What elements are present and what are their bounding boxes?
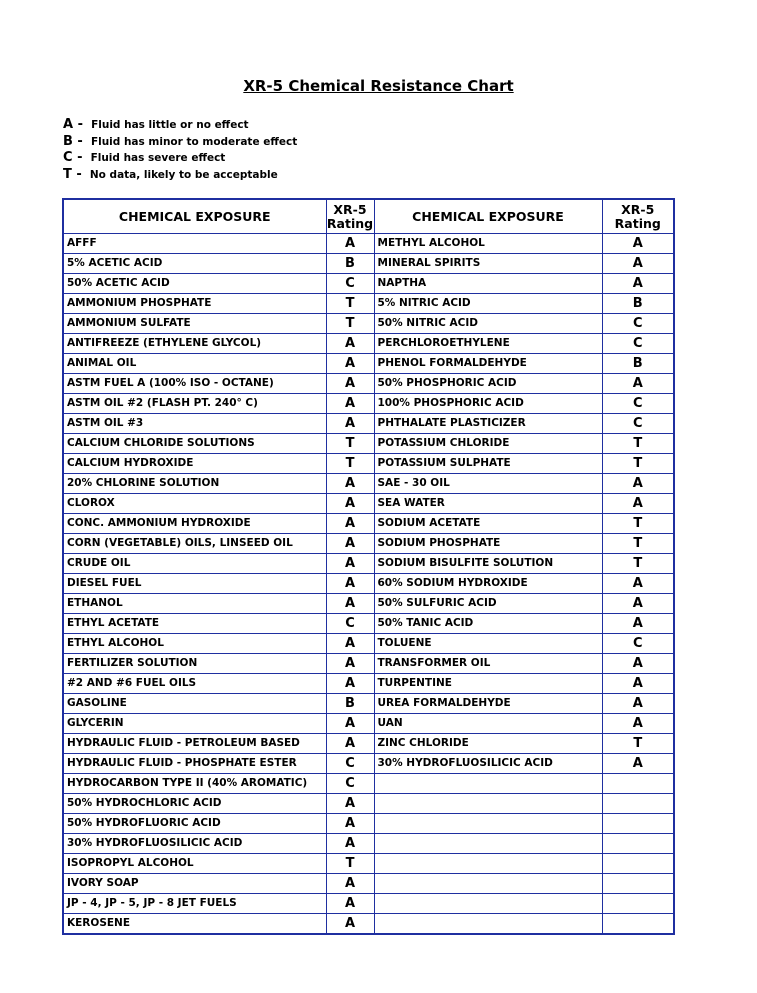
rating-cell xyxy=(602,914,674,935)
rating-cell: A xyxy=(602,494,674,514)
chemical-name-cell: HYDROCARBON TYPE II (40% AROMATIC) xyxy=(63,774,326,794)
legend-key: A - xyxy=(63,117,83,132)
rating-cell: A xyxy=(602,374,674,394)
rating-cell: T xyxy=(602,554,674,574)
rating-cell: A xyxy=(602,714,674,734)
rating-cell: C xyxy=(326,614,374,634)
table-row xyxy=(63,414,674,434)
chemical-name-cell: SODIUM BISULFITE SOLUTION xyxy=(374,554,602,574)
rating-cell: A xyxy=(326,874,374,894)
header-rating-line2: Rating xyxy=(326,215,374,231)
chemical-name-cell: ETHYL ALCOHOL xyxy=(63,634,326,654)
rating-cell xyxy=(602,814,674,834)
table-row xyxy=(63,554,674,574)
chemical-name-cell: 100% PHOSPHORIC ACID xyxy=(374,394,602,414)
rating-cell: B xyxy=(602,354,674,374)
rating-cell: T xyxy=(602,534,674,554)
chemical-name-cell: ANIMAL OIL xyxy=(63,354,326,374)
rating-cell: C xyxy=(602,414,674,434)
rating-cell: A xyxy=(326,534,374,554)
rating-cell: A xyxy=(326,714,374,734)
chemical-name-cell: ISOPROPYL ALCOHOL xyxy=(63,854,326,874)
chemical-name-cell xyxy=(374,794,602,814)
table-row xyxy=(63,714,674,734)
chemical-name-cell: ASTM OIL #3 xyxy=(63,414,326,434)
chemical-name-cell: SEA WATER xyxy=(374,494,602,514)
legend-item xyxy=(63,148,297,165)
rating-cell: A xyxy=(326,554,374,574)
chemical-name-cell: FERTILIZER SOLUTION xyxy=(63,654,326,674)
rating-cell: T xyxy=(602,454,674,474)
table-row xyxy=(63,514,674,534)
rating-cell: A xyxy=(326,654,374,674)
chemical-name-cell: 50% HYDROCHLORIC ACID xyxy=(63,794,326,814)
rating-cell: C xyxy=(326,754,374,774)
chemical-name-cell: ZINC CHLORIDE xyxy=(374,734,602,754)
rating-cell: A xyxy=(602,694,674,714)
page-title: XR-5 Chemical Resistance Chart xyxy=(243,77,514,95)
rating-cell: A xyxy=(602,654,674,674)
table-row xyxy=(63,574,674,594)
chemical-name-cell xyxy=(374,874,602,894)
table-row xyxy=(63,774,674,794)
rating-cell: A xyxy=(326,914,374,935)
chemical-name-cell: PHENOL FORMALDEHYDE xyxy=(374,354,602,374)
table-header-row xyxy=(63,199,674,234)
table-row xyxy=(63,314,674,334)
chemical-name-cell: ANTIFREEZE (ETHYLENE GLYCOL) xyxy=(63,334,326,354)
chemical-name-cell: AFFF xyxy=(63,234,326,254)
rating-cell: C xyxy=(326,774,374,794)
table-row xyxy=(63,854,674,874)
rating-cell xyxy=(602,774,674,794)
table-row xyxy=(63,634,674,654)
chemical-name-cell: 50% ACETIC ACID xyxy=(63,274,326,294)
rating-cell: C xyxy=(602,334,674,354)
table-row xyxy=(63,694,674,714)
chemical-name-cell: HYDRAULIC FLUID - PHOSPHATE ESTER xyxy=(63,754,326,774)
table-body xyxy=(63,234,674,935)
chemical-name-cell: SODIUM PHOSPHATE xyxy=(374,534,602,554)
resistance-table xyxy=(62,198,675,935)
rating-cell xyxy=(602,894,674,914)
rating-cell: A xyxy=(326,834,374,854)
rating-cell: A xyxy=(326,814,374,834)
chemical-name-cell xyxy=(374,854,602,874)
table-row xyxy=(63,614,674,634)
rating-cell: T xyxy=(326,314,374,334)
table-row xyxy=(63,834,674,854)
chemical-name-cell xyxy=(374,894,602,914)
rating-cell: A xyxy=(602,274,674,294)
rating-cell: A xyxy=(326,474,374,494)
table-row xyxy=(63,474,674,494)
table-row xyxy=(63,814,674,834)
table-row xyxy=(63,674,674,694)
chemical-name-cell: 30% HYDROFLUOSILICIC ACID xyxy=(63,834,326,854)
rating-cell: A xyxy=(326,634,374,654)
table-row xyxy=(63,914,674,935)
chemical-name-cell: POTASSIUM CHLORIDE xyxy=(374,434,602,454)
table-row xyxy=(63,234,674,254)
rating-cell: A xyxy=(326,674,374,694)
rating-cell: C xyxy=(326,274,374,294)
rating-cell: T xyxy=(602,734,674,754)
legend-key: C - xyxy=(63,150,83,165)
chemical-name-cell: GLYCERIN xyxy=(63,714,326,734)
rating-cell: T xyxy=(326,434,374,454)
chemical-name-cell: 60% SODIUM HYDROXIDE xyxy=(374,574,602,594)
rating-cell: T xyxy=(602,434,674,454)
table-row xyxy=(63,294,674,314)
chemical-name-cell: 50% NITRIC ACID xyxy=(374,314,602,334)
legend-item xyxy=(63,115,297,132)
rating-cell: A xyxy=(326,734,374,754)
chemical-name-cell: IVORY SOAP xyxy=(63,874,326,894)
rating-cell xyxy=(602,834,674,854)
table-row xyxy=(63,334,674,354)
rating-cell xyxy=(602,854,674,874)
rating-cell: A xyxy=(326,574,374,594)
chemical-name-cell: UAN xyxy=(374,714,602,734)
chemical-name-cell xyxy=(374,834,602,854)
chemical-name-cell: 50% TANIC ACID xyxy=(374,614,602,634)
legend-text: Fluid has minor to moderate effect xyxy=(90,135,298,148)
rating-cell: A xyxy=(326,794,374,814)
chemical-name-cell: 50% PHOSPHORIC ACID xyxy=(374,374,602,394)
table-row xyxy=(63,874,674,894)
rating-cell: A xyxy=(602,594,674,614)
chemical-name-cell: TURPENTINE xyxy=(374,674,602,694)
chemical-name-cell: 50% HYDROFLUORIC ACID xyxy=(63,814,326,834)
table-row xyxy=(63,374,674,394)
rating-cell: A xyxy=(326,334,374,354)
rating-cell: A xyxy=(326,494,374,514)
chemical-name-cell: 5% ACETIC ACID xyxy=(63,254,326,274)
rating-cell: T xyxy=(326,294,374,314)
table-row xyxy=(63,894,674,914)
chemical-name-cell: PHTHALATE PLASTICIZER xyxy=(374,414,602,434)
rating-cell: A xyxy=(602,614,674,634)
chemical-name-cell: CALCIUM HYDROXIDE xyxy=(63,454,326,474)
rating-cell: C xyxy=(602,394,674,414)
legend-item xyxy=(63,132,297,149)
table-row xyxy=(63,794,674,814)
chemical-name-cell: SAE - 30 OIL xyxy=(374,474,602,494)
header-rating-line2: Rating xyxy=(614,215,661,231)
table-row xyxy=(63,354,674,374)
table-row xyxy=(63,254,674,274)
table-row xyxy=(63,434,674,454)
rating-cell xyxy=(602,794,674,814)
chemical-name-cell: TOLUENE xyxy=(374,634,602,654)
header-chemical-exposure: CHEMICAL EXPOSURE xyxy=(374,199,602,234)
chemical-name-cell: AMMONIUM PHOSPHATE xyxy=(63,294,326,314)
header-rating xyxy=(326,199,374,234)
rating-cell: B xyxy=(326,694,374,714)
rating-cell: A xyxy=(602,254,674,274)
rating-cell: T xyxy=(326,454,374,474)
header-rating xyxy=(602,199,674,234)
chemical-name-cell: GASOLINE xyxy=(63,694,326,714)
chemical-name-cell: AMMONIUM SULFATE xyxy=(63,314,326,334)
chemical-name-cell xyxy=(374,774,602,794)
table-row xyxy=(63,654,674,674)
chemical-name-cell: SODIUM ACETATE xyxy=(374,514,602,534)
chemical-name-cell: CONC. AMMONIUM HYDROXIDE xyxy=(63,514,326,534)
table-row xyxy=(63,454,674,474)
rating-cell: A xyxy=(326,234,374,254)
rating-cell: A xyxy=(326,414,374,434)
rating-cell: A xyxy=(326,354,374,374)
table-row xyxy=(63,534,674,554)
chemical-name-cell: ETHANOL xyxy=(63,594,326,614)
header-chemical-exposure: CHEMICAL EXPOSURE xyxy=(63,199,326,234)
chemical-name-cell: DIESEL FUEL xyxy=(63,574,326,594)
chemical-name-cell: ASTM OIL #2 (FLASH PT. 240° C) xyxy=(63,394,326,414)
rating-cell: A xyxy=(602,574,674,594)
header-rating-line1: XR-5 xyxy=(621,201,655,217)
table-row xyxy=(63,594,674,614)
chemical-name-cell: POTASSIUM SULPHATE xyxy=(374,454,602,474)
header-rating-line1: XR-5 xyxy=(333,201,367,217)
chemical-name-cell: #2 AND #6 FUEL OILS xyxy=(63,674,326,694)
table-row xyxy=(63,734,674,754)
chemical-name-cell: TRANSFORMER OIL xyxy=(374,654,602,674)
chemical-name-cell: PERCHLOROETHYLENE xyxy=(374,334,602,354)
chemical-name-cell: METHYL ALCOHOL xyxy=(374,234,602,254)
rating-cell: C xyxy=(602,314,674,334)
legend-item xyxy=(63,165,297,182)
legend-text: Fluid has severe effect xyxy=(90,152,226,164)
rating-cell: A xyxy=(602,754,674,774)
legend xyxy=(63,115,297,181)
chemical-name-cell: 5% NITRIC ACID xyxy=(374,294,602,314)
chemical-name-cell xyxy=(374,814,602,834)
chemical-name-cell: MINERAL SPIRITS xyxy=(374,254,602,274)
rating-cell: B xyxy=(602,294,674,314)
chemical-name-cell: CALCIUM CHLORIDE SOLUTIONS xyxy=(63,434,326,454)
rating-cell: A xyxy=(326,514,374,534)
chemical-name-cell: HYDRAULIC FLUID - PETROLEUM BASED xyxy=(63,734,326,754)
rating-cell: C xyxy=(602,634,674,654)
chemical-name-cell: NAPTHA xyxy=(374,274,602,294)
rating-cell: A xyxy=(602,474,674,494)
chemical-name-cell: 50% SULFURIC ACID xyxy=(374,594,602,614)
chemical-name-cell: ASTM FUEL A (100% ISO - OCTANE) xyxy=(63,374,326,394)
table-row xyxy=(63,754,674,774)
chemical-name-cell: CRUDE OIL xyxy=(63,554,326,574)
legend-key: B - xyxy=(63,133,83,149)
rating-cell: B xyxy=(326,254,374,274)
table-row xyxy=(63,274,674,294)
table-row xyxy=(63,394,674,414)
chemical-name-cell: UREA FORMALDEHYDE xyxy=(374,694,602,714)
chemical-name-cell: JP - 4, JP - 5, JP - 8 JET FUELS xyxy=(63,894,326,914)
rating-cell: A xyxy=(602,674,674,694)
rating-cell: A xyxy=(326,394,374,414)
legend-text: Fluid has little or no effect xyxy=(91,119,249,131)
chemical-name-cell: ETHYL ACETATE xyxy=(63,614,326,634)
rating-cell: A xyxy=(326,374,374,394)
rating-cell: T xyxy=(602,514,674,534)
legend-text: No data, likely to be acceptable xyxy=(89,168,278,181)
table-row xyxy=(63,494,674,514)
chemical-name-cell: 30% HYDROFLUOSILICIC ACID xyxy=(374,754,602,774)
rating-cell: A xyxy=(326,594,374,614)
chemical-name-cell: 20% CHLORINE SOLUTION xyxy=(63,474,326,494)
chemical-name-cell: CORN (VEGETABLE) OILS, LINSEED OIL xyxy=(63,534,326,554)
rating-cell: A xyxy=(326,894,374,914)
rating-cell: T xyxy=(326,854,374,874)
rating-cell xyxy=(602,874,674,894)
rating-cell: A xyxy=(602,234,674,254)
legend-key: T - xyxy=(63,166,82,182)
chemical-name-cell: KEROSENE xyxy=(63,914,326,935)
chemical-name-cell xyxy=(374,914,602,935)
chemical-name-cell: CLOROX xyxy=(63,494,326,514)
